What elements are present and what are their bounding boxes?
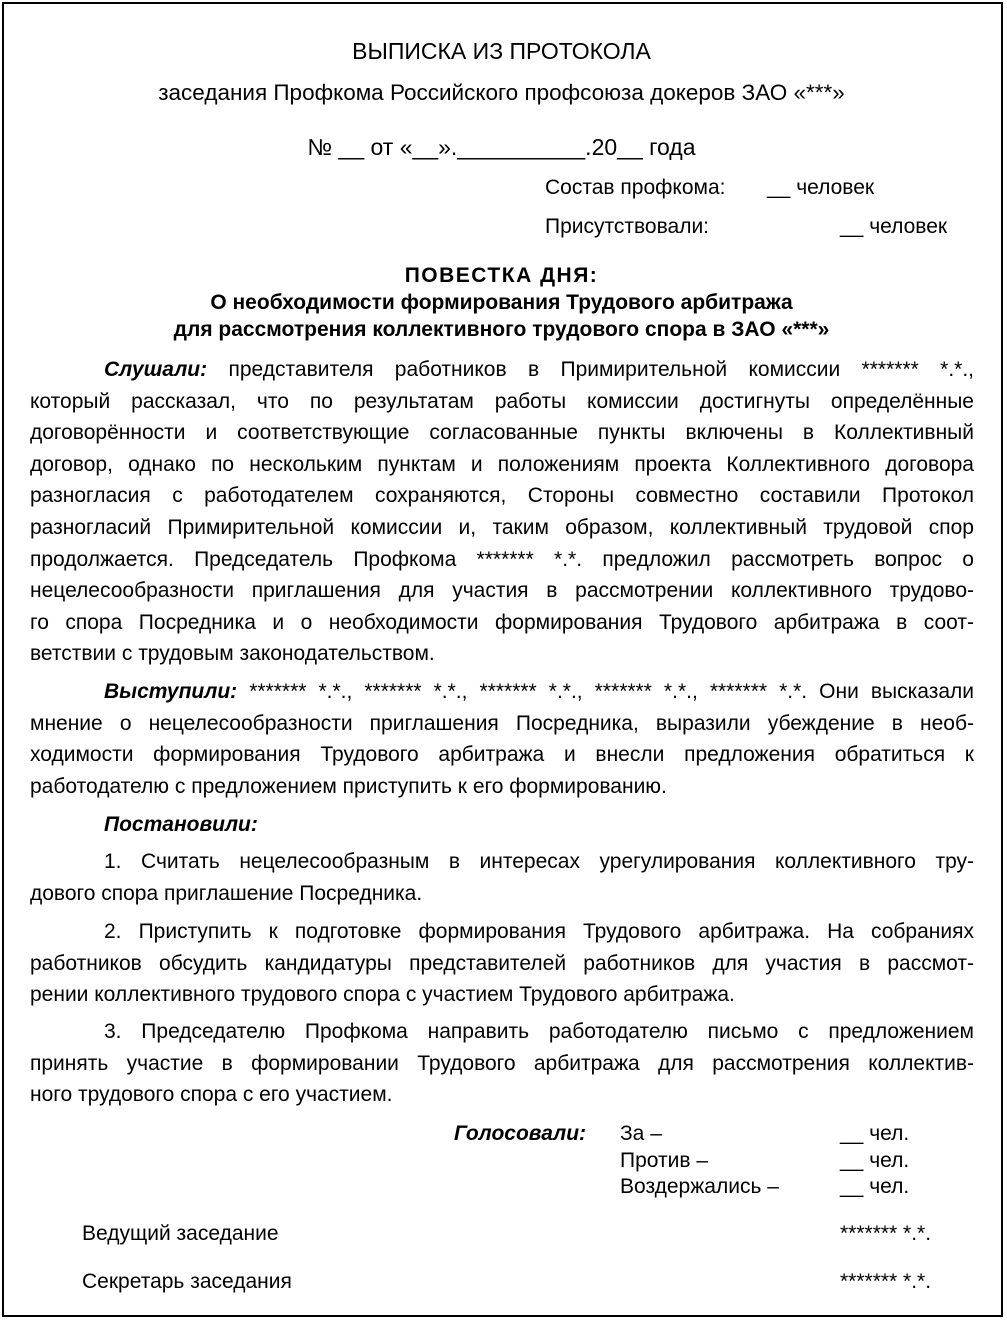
heard-line: продолжается. Председатель Профкома ******* *.*. предложил рассмотреть вопрос о [30,547,974,571]
vote-option-against: Против – [620,1149,709,1172]
secretary-label: Секретарь заседания [82,1270,292,1293]
vote-option-for: За – [620,1122,662,1145]
document-subtitle: заседания Профкома Российского профсоюза докеров ЗАО «***» [158,80,845,105]
vote-option-abstain: Воздержались – [620,1175,779,1198]
resolved-label: Постановили: [104,813,258,836]
heard-line: нецелесообразности приглашения для участия в рассмотрении коллективного трудово- [30,579,974,603]
spoke-line: работодателю с предложением приступить к его формированию. [30,774,667,798]
spoke-paragraph [30,676,974,802]
spoke-line: ходимости формирования Трудового арбитража и внесли предложения обратиться к [30,743,974,767]
document-title: ВЫПИСКА ИЗ ПРОТОКОЛА [352,38,651,64]
chair-name: ******* *.*. [840,1222,932,1245]
present-label: Присутствовали: [545,215,710,238]
spoke-label: Выступили: [104,680,238,703]
resolution-line: 2. Приступить к подготовке формирования Трудового арбитража. На собраниях [104,920,974,943]
resolution-line: работников обсудить кандидатуры представителей работников для участия в рассмот- [30,951,974,975]
heard-line: ветствии с трудовым законодательством. [30,642,435,666]
heard-label: Слушали: [104,358,208,381]
resolution-line: рении коллективного трудового спора с участием Трудового арбитража. [30,983,735,1007]
spoke-line: мнение о нецелесообразности приглашения Посредника, выразили убеждение в необ- [30,711,974,735]
secretary-name: ******* *.*. [840,1270,932,1293]
spoke-line: Выступили: ******* *.*., ******* *.*., ******* *.*., ******* *.*., ******* *.*. Они высказали [104,680,974,703]
agenda-line-1: О необходимости формирования Трудового арбитража [210,291,793,314]
resolution-item-2 [30,916,974,1011]
agenda-heading: ПОВЕСТКА ДНЯ: [404,264,599,287]
vote-value-abstain: __ чел. [840,1175,910,1198]
resolution-line: принять участие в формировании Трудового арбитража для рассмотрения коллектив- [30,1051,974,1075]
heard-line: который рассказал, что по результатам работы комиссии достигнуты определённые [30,389,974,413]
heard-line: разногласий Примирительной комиссии и, таким образом, коллективный трудовой спор [30,515,974,539]
chair-label: Ведущий заседание [82,1222,279,1245]
resolution-line: ного трудового спора с его участием. [30,1083,393,1107]
heard-line: договорённости и соответствующие согласованные пункты включены в Коллективный [30,421,974,445]
voting-label: Голосовали: [454,1122,587,1145]
present-value: __ человек [840,215,948,238]
composition-label: Состав профкома: [545,176,726,199]
resolution-line: 1. Считать нецелесообразным в интересах урегулирования коллективного тру- [104,850,974,873]
composition-value: __ человек [767,176,875,199]
vote-value-for: __ чел. [840,1122,910,1145]
heard-line: Слушали: представителя работников в Примирительной комиссии ******* *.*., [104,358,974,381]
heard-paragraph [30,354,974,670]
resolution-line: 3. Председателю Профкома направить работодателю письмо с предложением [104,1020,974,1043]
heard-line: го спора Посредника и о необходимости формирования Трудового арбитража в соот- [30,610,974,634]
resolution-item-1 [30,846,974,909]
agenda-line-2: для рассмотрения коллективного трудового спора в ЗАО «***» [173,318,830,341]
protocol-number-line: № __ от «__».__________.20__ года [307,134,696,160]
resolution-line: дового спора приглашение Посредника. [30,881,423,905]
heard-line: разногласия с работодателем сохраняются, Стороны совместно составили Протокол [30,484,974,508]
heard-line: договор, однако по нескольким пунктам и положениям проекта Коллективного договора [30,452,974,476]
resolution-item-3 [30,1016,974,1111]
vote-value-against: __ чел. [840,1149,910,1172]
